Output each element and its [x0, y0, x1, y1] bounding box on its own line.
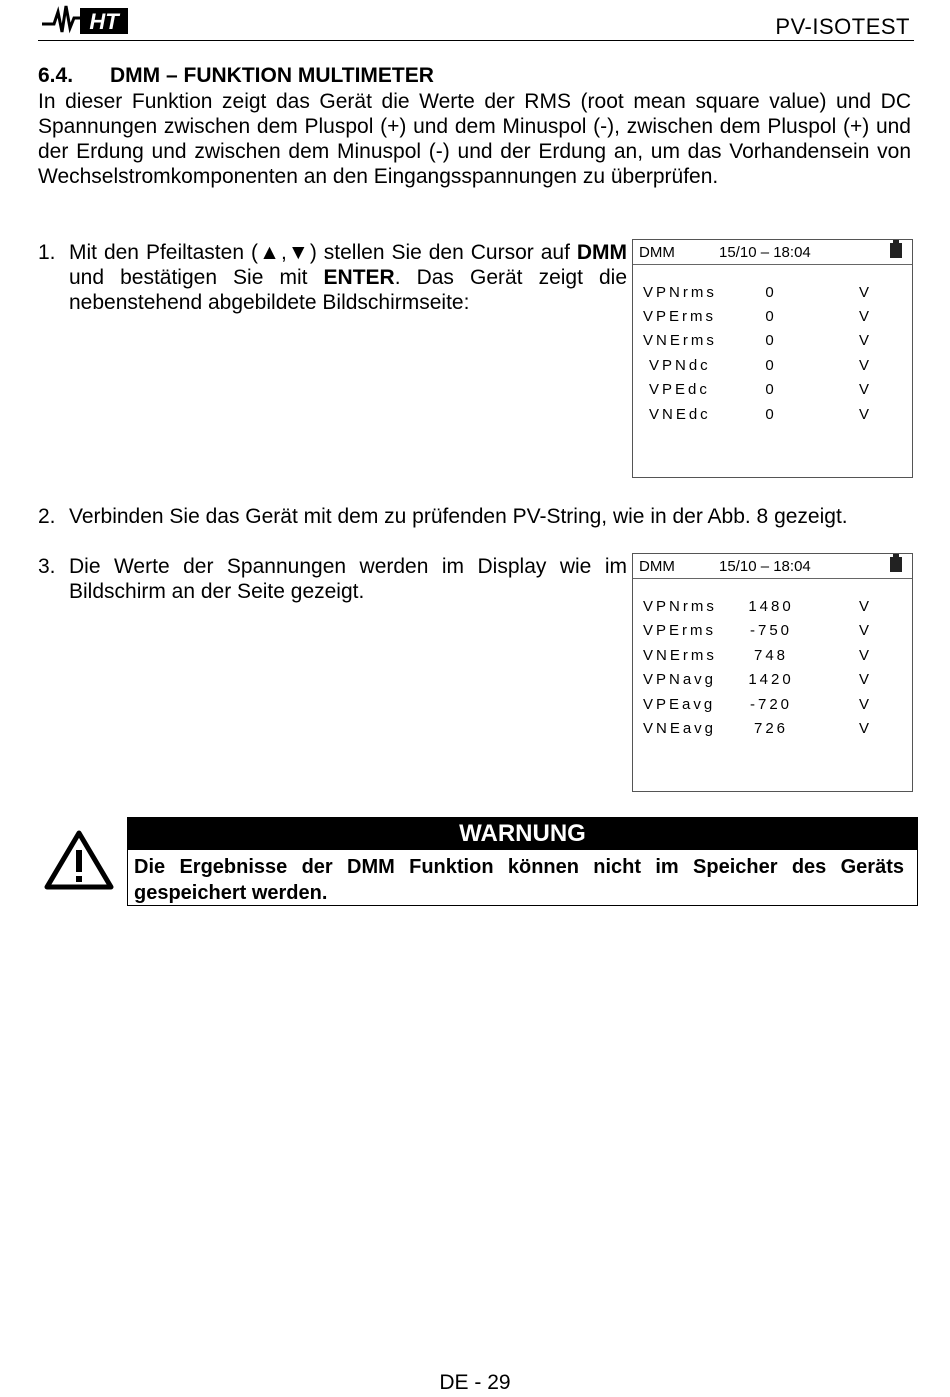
reading-row: VPEdc 0 V [649, 381, 873, 398]
step-number: 1. [38, 241, 56, 264]
screen-datetime: 15/10 – 18:04 [719, 244, 811, 261]
section-title: DMM – FUNKTION MULTIMETER [110, 64, 434, 87]
section-number: 6.4. [38, 64, 74, 87]
reading-row: VPNavg 1420 V [643, 671, 873, 688]
device-screen-2 [632, 553, 913, 792]
intro-paragraph: In dieser Funktion zeigt das Gerät die Werte der RMS (root mean square value) und DC Spannungen zwischen dem Pluspol (+) und dem Minuspol (-), zwischen dem Pluspol (+) und der Erdung und zwischen dem Minuspol (-) und der Erdung an, um das Vorhandensein von Wechselstromkomponenten an den Eingangsspannungen zu überprüfen. [38, 90, 911, 188]
step-number: 3. [38, 555, 56, 578]
screen-header [633, 554, 912, 579]
menu-item-ref: DMM [576, 241, 628, 264]
step-text: Verbinden Sie das Gerät mit dem zu prüfenden PV-String, wie in der Abb. 8 gezeigt. [69, 505, 848, 528]
reading-row: VNErms 0 V [643, 332, 873, 349]
ht-logo [40, 2, 132, 36]
reading-row: VPNrms 1480 V [643, 598, 873, 615]
step-text: Mit den Pfeiltasten (▲,▼) stellen Sie den Cursor auf DMM und bestätigen Sie mit ENTER. Das Gerät zeigt die nebenstehend abgebildete Bildschirmseite: [69, 241, 628, 314]
arrow-keys-icon: ▲,▼ [257, 241, 310, 264]
warning-triangle-icon [44, 830, 114, 890]
screen-datetime: 15/10 – 18:04 [719, 558, 811, 575]
warning-box [127, 817, 918, 906]
reading-row: VNEavg 726 V [643, 720, 873, 737]
header-divider [38, 40, 914, 41]
reading-row: VPErms -750 V [643, 622, 873, 639]
reading-row: VPEavg -720 V [643, 696, 873, 713]
step-text: Die Werte der Spannungen werden im Display wie im Bildschirm an der Seite gezeigt. [69, 555, 627, 603]
screen-mode: DMM [639, 558, 675, 575]
reading-row: VPNdc 0 V [649, 357, 873, 374]
section-heading [38, 64, 434, 88]
screen-header [633, 240, 912, 265]
logo-text: HT [89, 9, 119, 34]
reading-row: VNEdc 0 V [649, 406, 873, 423]
reading-row: VPErms 0 V [643, 308, 873, 325]
key-ref: ENTER [323, 266, 395, 289]
battery-icon [890, 557, 902, 572]
page-number: DE - 29 [439, 1371, 511, 1394]
device-screen-1 [632, 239, 913, 478]
battery-icon [890, 243, 902, 258]
reading-row: VPNrms 0 V [643, 284, 873, 301]
screen-mode: DMM [639, 244, 675, 261]
step-number: 2. [38, 505, 56, 528]
document-title: PV-ISOTEST [775, 14, 910, 39]
warning-title: WARNUNG [128, 818, 917, 850]
reading-row: VNErms 748 V [643, 647, 873, 664]
warning-text: Die Ergebnisse der DMM Funktion können nicht im Speicher des Geräts gespeichert werden. [134, 856, 904, 904]
